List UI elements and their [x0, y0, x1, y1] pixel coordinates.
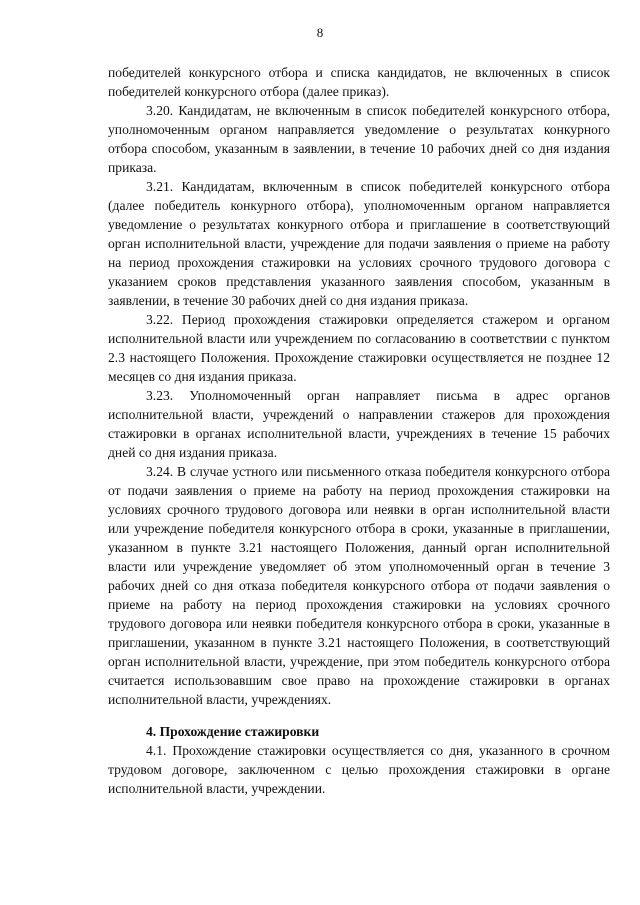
- paragraph-3-23: 3.23. Уполномоченный орган направляет письма в адрес органов исполнительной власти, учреждений о направлении стажеров для прохождения стажировки в органах исполнительной власти, учреждениях в течение 15 рабочих дней со дня издания приказа.: [108, 388, 610, 460]
- paragraph-3-24: 3.24. В случае устного или письменного отказа победителя конкурсного отбора от подачи заявления о приеме на работу на период прохождения стажировки на условиях срочного трудового договора или неявки в орган исполнительной власти или учреждение победителя конкурсного отбора в сроки, указанные в приглашении, указанном в пункте 3.21 настоящего Положения, данный орган исполнительной власти или учреждение уведомляет об этом уполномоченный орган в течение 3 рабочих дней со дня отказа победителя конкурсного отбора от подачи заявления о приеме на работу на период прохождения стажировки на условиях срочного трудового договора или неявки победителя конкурсного отбора в сроки, указанные в приглашении, указанном в пункте 3.21 настоящего Положения, в соответствующий орган исполнительной власти, учреждение, при этом победитель конкурсного отбора считается использовавшим свое право на прохождение стажировки в органах исполнительной власти, учреждениях.: [108, 464, 610, 707]
- section-heading: 4. Прохождение стажировки: [146, 724, 320, 739]
- paragraph-3-20: 3.20. Кандидатам, не включенным в список победителей конкурсного отбора, уполномоченным органом направляется уведомление о результатах конкурного отбора способом, указанным в заявлении, в течение 10 рабочих дней со дня издания приказа.: [108, 103, 610, 175]
- paragraph-4-1: 4.1. Прохождение стажировки осуществляется со дня, указанного в срочном трудовом договоре, заключенном с целью прохождения стажировки в органе исполнительной власти, учреждении.: [108, 743, 610, 796]
- paragraph-continuation: победителей конкурсного отбора и списка кандидатов, не включенных в список победителей конкурсного отбора (далее приказ).: [108, 65, 610, 99]
- paragraph-3-21: 3.21. Кандидатам, включенным в список победителей конкурсного отбора (далее победитель конкурного отбора), уполномоченным органом направляется уведомление о результатах конкурного отбора и приглашение в соответствующий орган исполнительной власти, учреждение для подачи заявления о приеме на работу на период прохождения стажировки на условиях срочного трудового договора с указанием сроков представления указанного заявления способом, указанным в заявлении, в течение 30 рабочих дней со дня издания приказа.: [108, 179, 610, 308]
- paragraph-3-22: 3.22. Период прохождения стажировки определяется стажером и органом исполнительной власти или учреждением по согласованию в соответствии с пунктом 2.3 настоящего Положения. Прохождение стажировки осуществляется не позднее 12 месяцев со дня издания приказа.: [108, 312, 610, 384]
- page-number: 8: [316, 25, 324, 40]
- document-body: [108, 63, 610, 798]
